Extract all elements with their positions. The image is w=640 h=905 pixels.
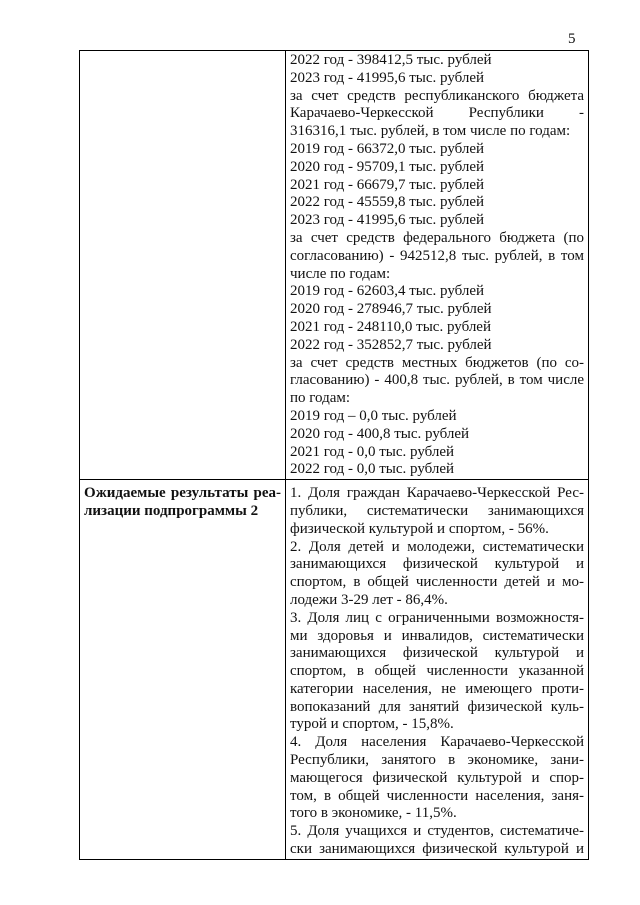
financing-line: 2022 год - 352852,7 тыс. рублей [290,336,492,353]
results-line: того в экономике, - 11,5%. [290,805,457,822]
financing-row [80,51,589,480]
results-heading-line: Ожидаемые результаты реа- [84,485,281,502]
financing-line: 2019 год - 66372,0 тыс. рублей [290,140,485,157]
results-line: 5. Доля учащихся и студентов, систематиче- [290,823,584,840]
results-line: мающегося физической культурой и спор- [290,769,584,786]
results-line: категории населения, не имеющего проти- [290,680,584,697]
results-line: спортом, в общей численности указанной [290,663,584,680]
results-line: 2. Доля детей и молодежи, систематически [290,538,584,555]
results-line: 1. Доля граждан Карачаево-Черкесской Рес- [290,485,584,502]
financing-line: гласованию) - 400,8 тыс. рублей, в том числе [290,372,584,389]
subprogram-table [79,50,589,860]
financing-line: 2022 год - 398412,5 тыс. рублей [290,52,492,68]
financing-line: за счет средств местных бюджетов (по со- [290,354,584,371]
financing-line: Карачаево-Черкесской Республики - [290,105,584,122]
results-heading [80,480,285,521]
financing-line: 2022 год - 0,0 тыс. рублей [290,461,455,478]
results-line: Республики, занятого в экономике, зани- [290,752,584,769]
results-line: публики, систематически занимающихся [290,502,584,519]
financing-line: за счет средств федерального бюджета (по [290,229,584,246]
financing-text [286,51,588,479]
results-line: вопоказаний для занятий физической куль- [290,698,584,715]
financing-line: 2021 год - 66679,7 тыс. рублей [290,176,485,193]
results-line: 4. Доля населения Карачаево-Черкесской [290,734,584,751]
financing-line: 2021 год - 248110,0 тыс. рублей [290,318,491,335]
results-label-cell [80,480,286,860]
financing-label-cell [80,51,286,480]
results-text [286,480,588,859]
financing-line: 316316,1 тыс. рублей, в том числе по годам: [290,123,571,140]
financing-line: 2023 год - 41995,6 тыс. рублей [290,212,485,229]
financing-line: по годам: [290,390,351,407]
results-line: занимающихся физической культурой и [290,645,584,662]
results-line: лодежи 3-29 лет - 86,4%. [290,591,448,608]
results-line: турой и спортом, - 15,8%. [290,716,454,733]
financing-line: 2023 год - 41995,6 тыс. рублей [290,69,485,86]
financing-line: 2022 год - 45559,8 тыс. рублей [290,194,485,211]
financing-line: 2020 год - 278946,7 тыс. рублей [290,301,492,318]
results-line: занимающихся физической культурой и [290,556,584,573]
financing-line: 2019 год – 0,0 тыс. рублей [290,407,457,424]
results-heading-line: лизации подпрограммы 2 [84,502,259,519]
financing-line: 2019 год - 62603,4 тыс. рублей [290,283,485,300]
results-line: физической культурой и спортом, - 56%. [290,520,549,537]
financing-line: за счет средств республиканского бюджета [290,87,584,104]
results-line: ми здоровья и инвалидов, систематически [290,627,584,644]
results-cell [286,480,589,860]
results-line: спортом, в общей численности детей и мо- [290,574,584,591]
page-number: 5 [568,31,576,47]
results-line: ски занимающихся физической культурой и [290,841,584,858]
financing-cell [286,51,589,480]
financing-line: 2021 год - 0,0 тыс. рублей [290,443,455,460]
results-line: том, в общей численности населения, заня- [290,787,584,804]
results-row [80,480,589,860]
financing-line: согласованию) - 942512,8 тыс. рублей, в том [290,247,584,264]
results-line: 3. Доля лиц с ограниченными возможностя- [290,609,584,626]
financing-line: 2020 год - 95709,1 тыс. рублей [290,158,485,175]
financing-line: числе по годам: [290,265,391,282]
financing-line: 2020 год - 400,8 тыс. рублей [290,425,470,442]
